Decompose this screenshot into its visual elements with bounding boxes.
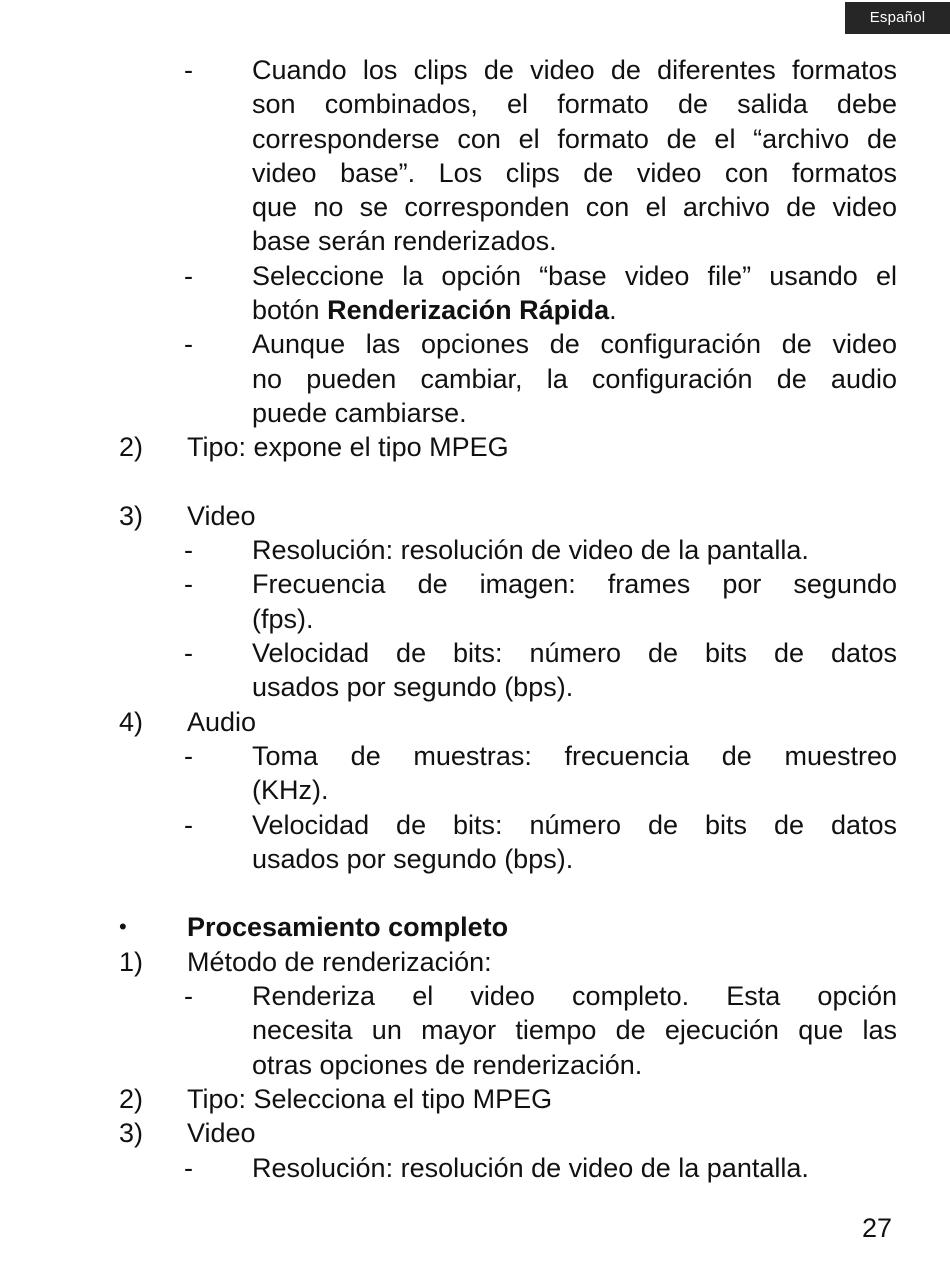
bold-term: Renderización Rápida (327, 295, 610, 326)
dash-marker: - (184, 809, 193, 840)
text-line: usados por segundo (bps). (252, 843, 574, 874)
text-line: Frecuencia de imagen: frames por segundo (252, 569, 897, 600)
text-line: que no se corresponden con el archivo de video (252, 192, 897, 223)
list-item (0, 327, 950, 361)
text-line: Velocidad de bits: número de bits de datos (252, 638, 897, 669)
numbered-item (0, 1082, 950, 1116)
section-heading (0, 910, 950, 944)
text-line: puede cambiarse. (252, 397, 467, 428)
text-line: necesita un mayor tiempo de ejecución que las (252, 1015, 897, 1046)
numbered-item (0, 499, 950, 533)
text-line: (fps). (252, 603, 314, 634)
text-line: Video (187, 500, 256, 531)
text-line: Cuando los clips de video de diferentes formatos (252, 55, 897, 85)
text-line: Tipo: Selecciona el tipo MPEG (187, 1083, 553, 1114)
text-line: corresponderse con el formato de el “archivo de (252, 123, 897, 154)
item-number: 3) (119, 1118, 144, 1149)
page-number: 27 (862, 1213, 893, 1243)
dash-marker: - (184, 1152, 193, 1183)
text-line (252, 293, 897, 327)
text-line: Seleccione la opción “base video file” usando el (252, 260, 897, 291)
text-line: Tipo: expone el tipo MPEG (187, 432, 509, 463)
dash-marker: - (184, 981, 193, 1012)
text-fragment: botón (252, 295, 328, 326)
dash-marker: - (184, 638, 193, 669)
text-line: (KHz). (252, 775, 329, 806)
list-item (0, 1151, 950, 1185)
dash-marker: - (184, 740, 193, 771)
text-line: base serán renderizados. (252, 226, 557, 257)
dash-marker: - (184, 569, 193, 600)
dash-marker: - (184, 260, 193, 291)
text-line: Aunque las opciones de configuración de video (252, 329, 897, 360)
list-item-continued (0, 842, 950, 876)
item-number: 3) (119, 500, 144, 531)
text-line: son combinados, el formato de salida debe (252, 89, 897, 120)
list-item-continued (0, 602, 950, 636)
item-number: 2) (119, 432, 144, 463)
numbered-item (0, 705, 950, 739)
text-line: usados por segundo (bps). (252, 672, 574, 703)
numbered-item (0, 1116, 950, 1150)
list-item-continued (0, 190, 950, 224)
list-item-continued (0, 1013, 950, 1047)
list-item (0, 808, 950, 842)
text-line: Audio (187, 706, 257, 737)
text-line: otras opciones de renderización. (252, 1049, 643, 1080)
text-line: Toma de muestras: frecuencia de muestreo (252, 740, 897, 771)
list-item-continued (0, 670, 950, 704)
text-line: video base”. Los clips de video con formatos (252, 157, 897, 188)
heading-text: Procesamiento completo (187, 912, 509, 943)
text-line: Resolución: resolución de video de la pantalla. (252, 535, 809, 566)
list-item-continued (0, 396, 950, 430)
text-line: Resolución: resolución de video de la pantalla. (252, 1152, 809, 1183)
list-item-continued (0, 122, 950, 156)
list-item-continued (0, 773, 950, 807)
list-item (0, 636, 950, 670)
list-item (0, 533, 950, 567)
document-body (0, 53, 950, 1185)
item-number: 4) (119, 706, 144, 737)
list-item (0, 53, 950, 87)
numbered-item (0, 430, 950, 464)
list-item-continued (0, 87, 950, 121)
spacer (0, 876, 950, 910)
text-line: Velocidad de bits: número de bits de datos (252, 809, 897, 840)
list-item-continued (0, 224, 950, 258)
list-item (0, 979, 950, 1013)
numbered-item (0, 945, 950, 979)
list-item-continued (0, 362, 950, 396)
dash-marker: - (184, 55, 193, 85)
text-line: Video (187, 1118, 256, 1149)
bullet-marker: • (119, 914, 127, 940)
text-line: Renderiza el video completo. Esta opción (252, 981, 897, 1012)
language-tab: Español (845, 2, 950, 34)
text-line: Método de renderización: (187, 946, 492, 977)
list-item-continued (0, 293, 950, 327)
list-item (0, 739, 950, 773)
list-item-continued (0, 156, 950, 190)
item-number: 2) (119, 1083, 144, 1114)
dash-marker: - (184, 329, 193, 360)
text-fragment: . (609, 295, 617, 326)
spacer (0, 465, 950, 499)
list-item-continued (0, 1048, 950, 1082)
text-line: no pueden cambiar, la configuración de audio (252, 363, 897, 394)
list-item (0, 259, 950, 293)
list-item (0, 567, 950, 601)
dash-marker: - (184, 535, 193, 566)
item-number: 1) (119, 946, 144, 977)
